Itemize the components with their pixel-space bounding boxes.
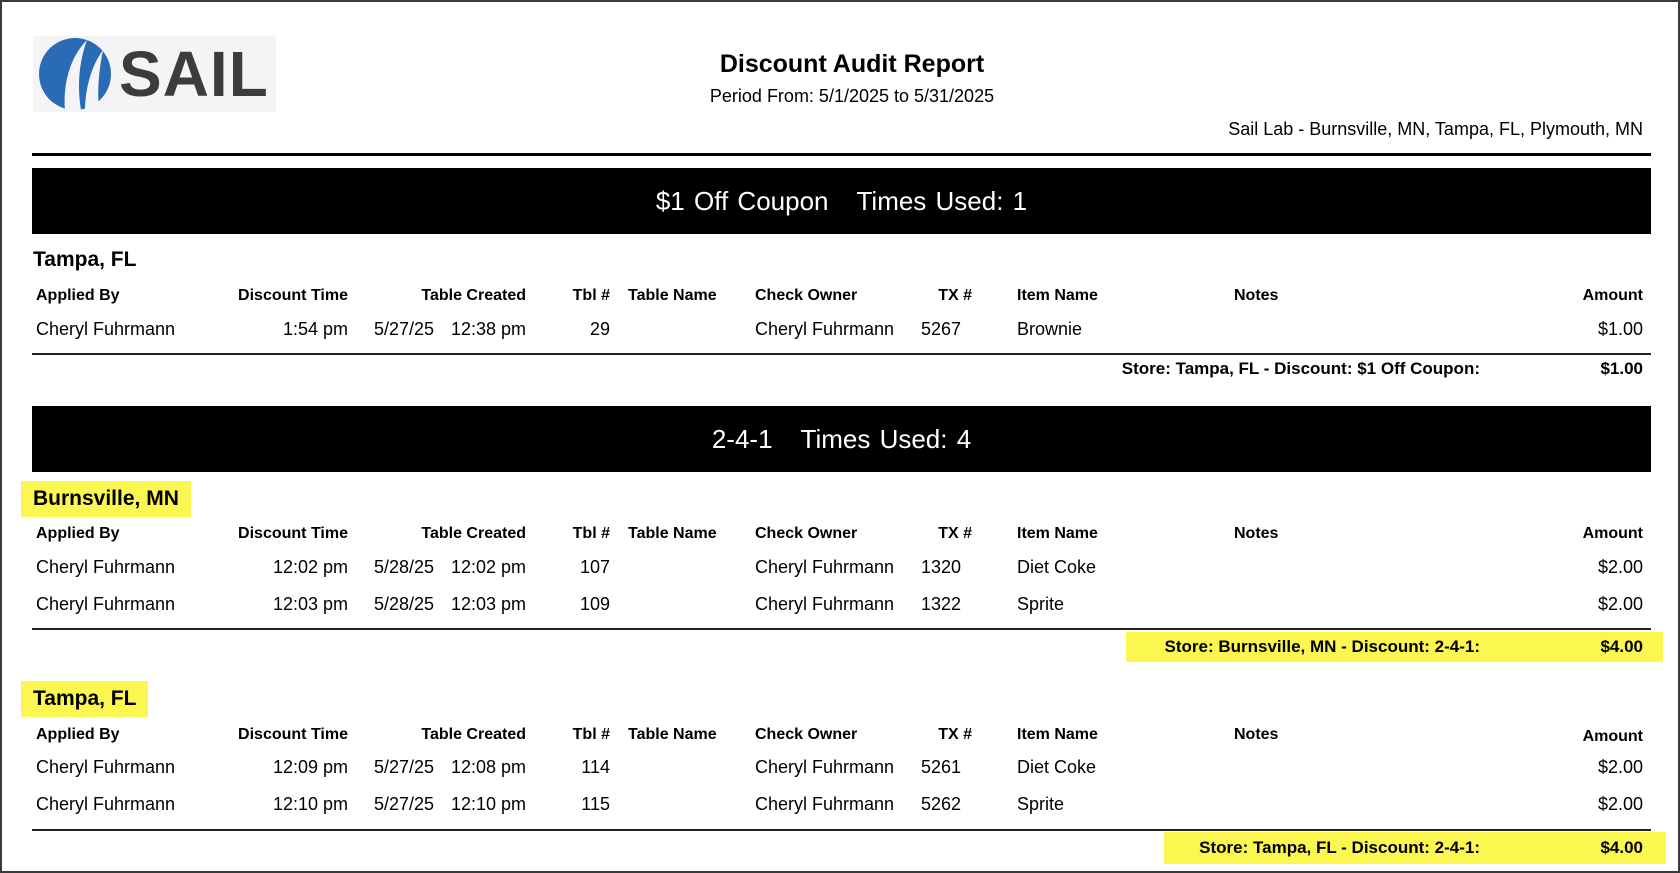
col-notes: Notes (1234, 287, 1279, 304)
cell-check-owner: Cheryl Fuhrmann (755, 319, 895, 339)
col-notes: Notes (1234, 525, 1279, 542)
store-total-label: Store: Tampa, FL - Discount: $1 Off Coupon: (1121, 359, 1480, 378)
times-used: Times Used: 1 (856, 186, 1028, 216)
cell-check-owner: Cheryl Fuhrmann (755, 557, 895, 577)
col-table-created: Table Created (421, 287, 526, 304)
cell-created-time: 12:38 pm (450, 319, 526, 339)
store-total-label: Store: Burnsville, MN - Discount: 2-4-1: (1164, 637, 1480, 656)
cell-item-name: Diet Coke (1017, 757, 1097, 777)
cell-amount: $1.00 (1597, 319, 1643, 339)
cell-amount: $2.00 (1597, 594, 1643, 614)
discount-name: $1 Off Coupon (655, 186, 829, 216)
cell-discount-time: 1:54 pm (282, 319, 348, 339)
cell-created-time: 12:08 pm (450, 757, 526, 777)
cell-created-date: 5/27/25 (374, 757, 435, 777)
cell-tx-num: 5262 (921, 794, 962, 814)
cell-item-name: Diet Coke (1017, 557, 1097, 577)
store-heading: Burnsville, MN (21, 481, 191, 517)
col-amount: Amount (1582, 287, 1643, 304)
cell-check-owner: Cheryl Fuhrmann (755, 757, 895, 777)
store-heading: Tampa, FL (33, 248, 137, 271)
col-table-created: Table Created (421, 525, 526, 542)
cell-created-time: 12:03 pm (450, 594, 526, 614)
store-total-amount: $1.00 (1600, 359, 1643, 378)
col-amount: Amount (1582, 525, 1643, 542)
col-applied-by: Applied By (36, 287, 120, 304)
col-applied-by: Applied By (36, 726, 120, 743)
cell-amount: $2.00 (1597, 557, 1643, 577)
cell-tbl-num: 114 (581, 757, 610, 777)
cell-item-name: Sprite (1017, 794, 1065, 814)
col-discount-time: Discount Time (238, 287, 348, 304)
cell-discount-time: 12:02 pm (272, 557, 348, 577)
cell-check-owner: Cheryl Fuhrmann (755, 794, 895, 814)
col-item-name: Item Name (1017, 287, 1098, 304)
cell-applied-by: Cheryl Fuhrmann (36, 757, 176, 777)
col-table-name: Table Name (628, 726, 717, 743)
cell-created-time: 12:02 pm (450, 557, 526, 577)
col-tbl-num: Tbl # (572, 525, 610, 542)
cell-tbl-num: 29 (589, 319, 610, 339)
cell-applied-by: Cheryl Fuhrmann (36, 319, 176, 339)
cell-created-date: 5/28/25 (374, 557, 435, 577)
logo-text: SAIL (119, 38, 269, 110)
cell-tx-num: 1320 (921, 557, 962, 577)
discount-band (32, 168, 1651, 234)
store-heading: Tampa, FL (21, 681, 148, 717)
col-applied-by: Applied By (36, 525, 120, 542)
cell-applied-by: Cheryl Fuhrmann (36, 794, 176, 814)
discount-name: 2-4-1 (711, 424, 773, 454)
col-discount-time: Discount Time (238, 525, 348, 542)
cell-tx-num: 1322 (921, 594, 962, 614)
cell-item-name: Brownie (1017, 319, 1083, 339)
cell-applied-by: Cheryl Fuhrmann (36, 594, 176, 614)
col-check-owner: Check Owner (755, 525, 858, 542)
store-total-label: Store: Tampa, FL - Discount: 2-4-1: (1199, 838, 1480, 857)
cell-tx-num: 5261 (921, 757, 962, 777)
col-discount-time: Discount Time (238, 726, 348, 743)
cell-created-date: 5/27/25 (374, 319, 435, 339)
group-divider (32, 829, 1651, 831)
col-amount: Amount (1582, 728, 1643, 745)
cell-applied-by: Cheryl Fuhrmann (36, 557, 176, 577)
cell-check-owner: Cheryl Fuhrmann (755, 594, 895, 614)
col-tx-num: TX # (938, 726, 972, 743)
cell-tbl-num: 107 (579, 557, 610, 577)
col-check-owner: Check Owner (755, 287, 858, 304)
col-table-created: Table Created (421, 726, 526, 743)
cell-item-name: Sprite (1017, 594, 1065, 614)
discount-band (32, 406, 1651, 472)
col-item-name: Item Name (1017, 726, 1098, 743)
col-tbl-num: Tbl # (572, 287, 610, 304)
col-item-name: Item Name (1017, 525, 1098, 542)
cell-created-time: 12:10 pm (450, 794, 526, 814)
col-check-owner: Check Owner (755, 726, 858, 743)
cell-tbl-num: 109 (579, 594, 610, 614)
cell-tx-num: 5267 (921, 319, 962, 339)
cell-discount-time: 12:10 pm (272, 794, 348, 814)
col-tx-num: TX # (938, 525, 972, 542)
report-title: Discount Audit Report (719, 50, 985, 78)
col-notes: Notes (1234, 726, 1279, 743)
report-stores: Sail Lab - Burnsville, MN, Tampa, FL, Plymouth, MN (1228, 119, 1643, 139)
cell-created-date: 5/28/25 (374, 594, 435, 614)
cell-amount: $2.00 (1597, 757, 1643, 777)
col-table-name: Table Name (628, 287, 717, 304)
cell-created-date: 5/27/25 (374, 794, 435, 814)
group-divider (32, 628, 1651, 630)
cell-discount-time: 12:03 pm (272, 594, 348, 614)
header-divider (32, 153, 1651, 156)
cell-discount-time: 12:09 pm (272, 757, 348, 777)
col-tbl-num: Tbl # (572, 726, 610, 743)
store-total-amount: $4.00 (1600, 838, 1643, 857)
col-table-name: Table Name (628, 525, 717, 542)
col-tx-num: TX # (938, 287, 972, 304)
store-total-amount: $4.00 (1600, 637, 1643, 656)
cell-amount: $2.00 (1597, 794, 1643, 814)
cell-tbl-num: 115 (581, 794, 610, 814)
report-period: Period From: 5/1/2025 to 5/31/2025 (709, 86, 995, 106)
times-used: Times Used: 4 (800, 424, 972, 454)
